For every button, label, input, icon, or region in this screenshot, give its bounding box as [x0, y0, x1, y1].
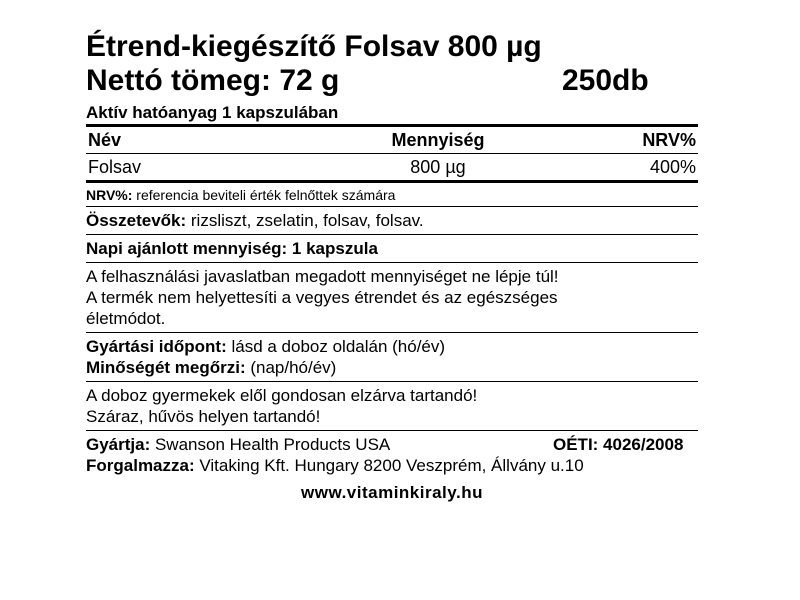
website-link[interactable]: www.vitaminkiraly.hu — [301, 483, 483, 502]
ingredients-text: rizsliszt, zselatin, folsav, folsav. — [186, 211, 424, 230]
warning — [86, 263, 698, 333]
manufacturer-text: Swanson Health Products USA — [150, 435, 391, 454]
supplement-label — [86, 30, 726, 505]
ingredients-label: Összetevők: — [86, 211, 187, 230]
warning-line-3: életmódot. — [86, 309, 166, 328]
oeti-number: OÉTI: 4026/2008 — [553, 435, 684, 454]
ingredients — [86, 207, 698, 235]
net-weight-line — [86, 64, 726, 100]
manufacturer-label: Gyártja: — [86, 435, 151, 454]
storage-line-1: A doboz gyermekek elől gondosan elzárva tartandó! — [86, 386, 478, 405]
storage-line-2: Száraz, hűvös helyen tartandó! — [86, 407, 321, 426]
nrv-note-label: NRV%: — [86, 187, 133, 203]
warning-line-2: A termék nem helyettesíti a vegyes étrendet és az egészséges — [86, 288, 558, 307]
best-before — [86, 357, 698, 378]
net-weight: Nettó tömeg: 72 g — [86, 64, 340, 97]
active-ingredient-heading: Aktív hatóanyag 1 kapszulában — [86, 103, 339, 122]
production-date — [86, 336, 698, 357]
best-before-label: Minőségét megőrzi: — [86, 358, 246, 377]
best-before-text: (nap/hó/év) — [245, 358, 337, 377]
production-label: Gyártási időpont: — [86, 337, 227, 356]
storage — [86, 382, 698, 431]
production-text: lásd a doboz oldalán (hó/év) — [226, 337, 446, 356]
distributor-label: Forgalmazza: — [86, 456, 195, 475]
nrv-note — [86, 186, 698, 207]
cell-nrv: 400% — [649, 156, 696, 177]
daily-dose-text: Napi ajánlott mennyiség: 1 kapszula — [86, 239, 378, 258]
header-name: Név — [88, 129, 122, 150]
dates — [86, 333, 698, 382]
manufacturer — [86, 434, 698, 455]
header-quantity: Mennyiség — [391, 129, 485, 150]
header-nrv: NRV% — [642, 129, 696, 150]
capsule-count: 250db — [562, 64, 649, 97]
product-title: Étrend-kiegészítő Folsav 800 µg — [86, 30, 542, 63]
distributor — [86, 455, 698, 476]
distributor-text: Vitaking Kft. Hungary 8200 Veszprém, Állvány u.10 — [194, 456, 584, 475]
cell-name: Folsav — [88, 156, 142, 177]
table-row — [86, 154, 698, 182]
table-header-row — [86, 126, 698, 154]
nutrition-table — [86, 124, 698, 183]
daily-dose — [86, 235, 698, 263]
company-info — [86, 431, 698, 479]
nrv-note-text: referencia beviteli érték felnőttek számára — [132, 187, 396, 203]
warning-line-1: A felhasználási javaslatban megadott mennyiséget ne lépje túl! — [86, 267, 559, 286]
cell-quantity: 800 µg — [410, 156, 466, 177]
